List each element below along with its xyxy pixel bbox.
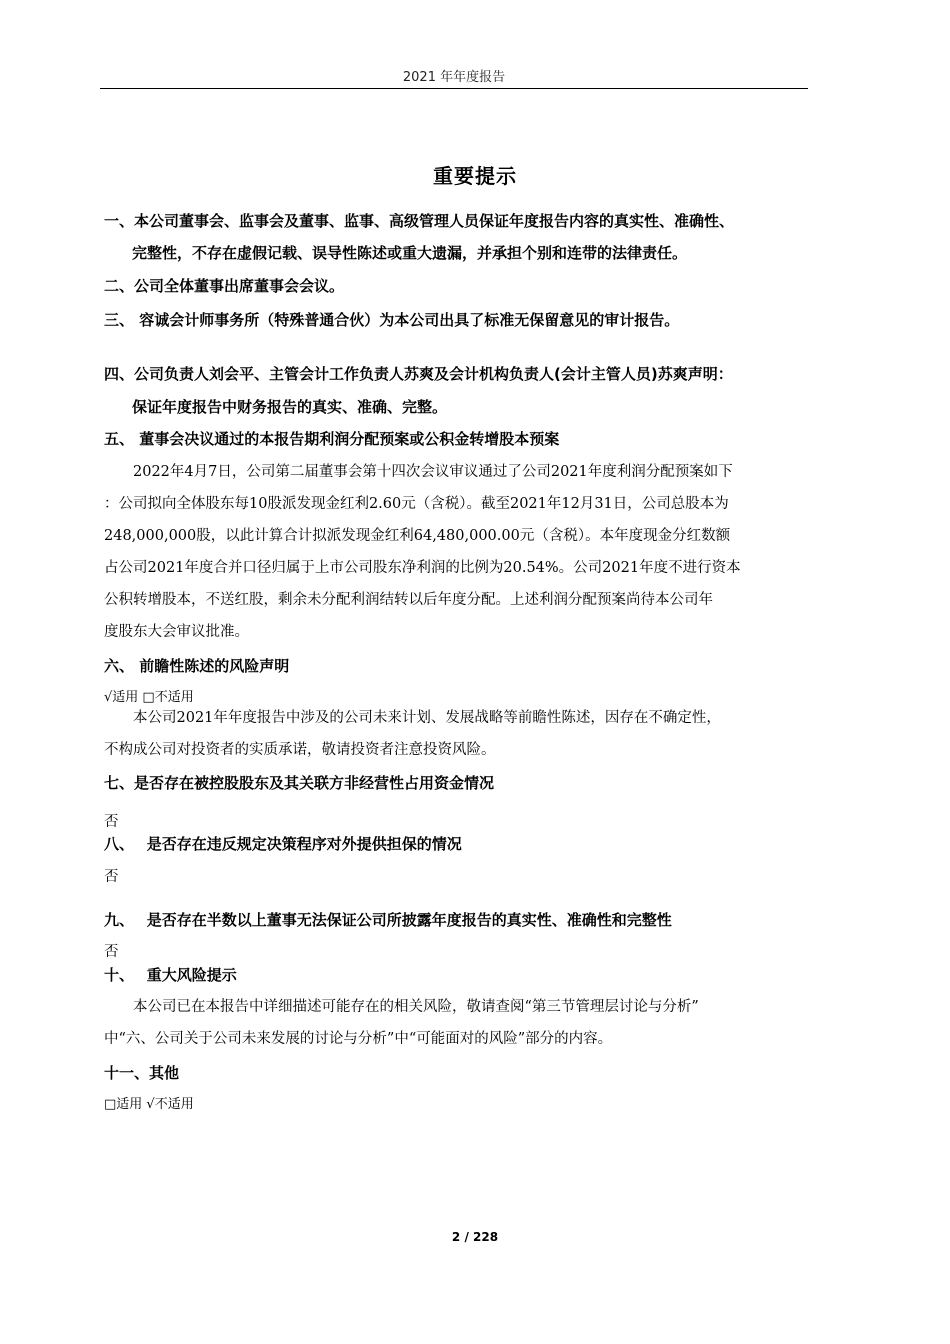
risk-notice-paragraph-line: 中“六、公司关于公司未来发展的讨论与分析”中“可能面对的风险”部分的内容。 [104,1031,613,1047]
page-number: 2 / 228 [451,1230,499,1244]
item-7-answer: 否 [104,814,119,830]
item-4-line-2: 保证年度报告中财务报告的真实、准确、完整。 [132,398,448,416]
item-10: 十、 重大风险提示 [104,966,237,984]
risk-paragraph-line: 本公司2021年年度报告中涉及的公司未来计划、发展战略等前瞻性陈述，因存在不确定性， [104,710,721,726]
item-8: 八、 是否存在违反规定决策程序对外提供担保的情况 [104,835,462,853]
page-header: 2021 年年度报告 [402,70,506,85]
item-11-applicability: □适用 √不适用 [104,1097,194,1112]
item-8-answer: 否 [104,869,119,885]
page-title: 重要提示 [433,164,517,188]
item-6-applicability: √适用 □不适用 [104,690,194,705]
profit-paragraph-line: 占公司2021年度合并口径归属于上市公司股东净利润的比例为20.54%。公司2021年度不进行资本 [104,560,741,576]
item-2: 二、公司全体董事出席董事会会议。 [104,277,345,295]
risk-paragraph-line: 不构成公司对投资者的实质承诺，敬请投资者注意投资风险。 [104,742,496,758]
item-3: 三、 容诚会计师事务所（特殊普通合伙）为本公司出具了标准无保留意见的审计报告。 [104,311,680,329]
profit-paragraph-line: ：公司拟向全体股东每10股派发现金红利2.60元（含税）。截至2021年12月31日，公司总股本为 [104,496,729,512]
item-11: 十一、其他 [104,1064,180,1082]
profit-paragraph-line: 2022年4月7日，公司第二届董事会第十四次会议审议通过了公司2021年度利润分配预案如下 [104,464,733,480]
item-7: 七、是否存在被控股股东及其关联方非经营性占用资金情况 [104,774,495,792]
item-9-answer: 否 [104,944,119,960]
item-6: 六、 前瞻性陈述的风险声明 [104,657,290,675]
header-rule [100,88,808,89]
item-4-line-1: 四、公司负责人刘会平、主管会计工作负责人苏爽及会计机构负责人(会计主管人员)苏爽声明： [104,365,733,383]
item-1-line-1: 一、本公司董事会、监事会及董事、监事、高级管理人员保证年度报告内容的真实性、准确性、 [104,212,735,230]
item-1-line-2: 完整性，不存在虚假记载、误导性陈述或重大遗漏，并承担个别和连带的法律责任。 [132,244,688,262]
profit-paragraph-line: 公积转增股本，不送红股，剩余未分配利润结转以后年度分配。上述利润分配预案尚待本公司年 [104,592,713,608]
item-5: 五、 董事会决议通过的本报告期利润分配预案或公积金转增股本预案 [104,430,560,448]
item-9: 九、 是否存在半数以上董事无法保证公司所披露年度报告的真实性、准确性和完整性 [104,911,672,929]
risk-notice-paragraph-line: 本公司已在本报告中详细描述可能存在的相关风险，敬请查阅“第三节管理层讨论与分析” [104,999,699,1015]
profit-paragraph-line: 248,000,000股，以此计算合计拟派发现金红利64,480,000.00元（含税）。本年度现金分红数额 [104,528,731,544]
profit-paragraph-line: 度股东大会审议批准。 [104,624,249,640]
